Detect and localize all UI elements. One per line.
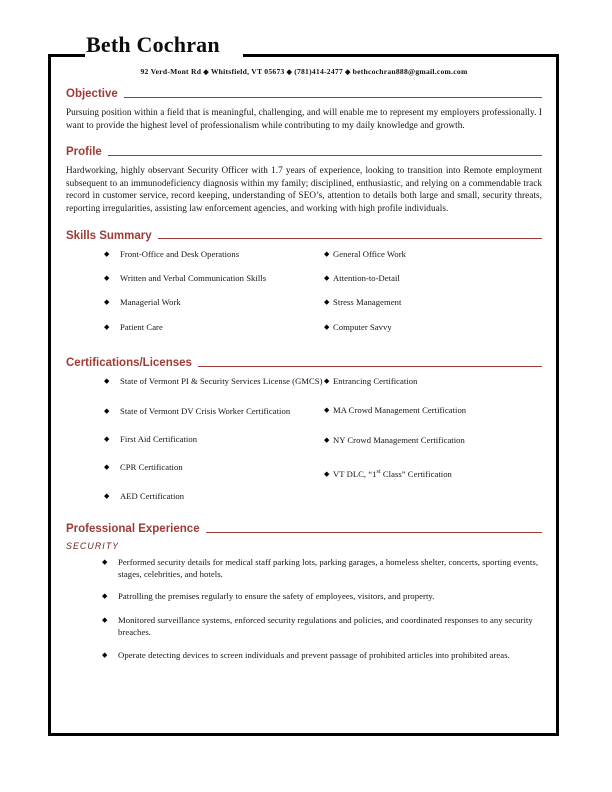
diamond-bullet-icon: ◆ [104,273,110,282]
list-item [104,406,324,417]
list-item-label: State of Vermont PI & Security Services License (GMCS) [120,376,323,387]
certifications-column-right [324,376,542,516]
diamond-bullet-icon: ◆ [104,377,110,386]
diamond-bullet-icon: ◆ [104,406,110,415]
diamond-bullet-icon: ◆ [324,377,330,386]
list-item [324,376,542,387]
diamond-bullet-icon: ◆ [324,405,330,414]
diamond-bullet-icon: ◆ [102,592,108,601]
diamond-bullet-icon: ◆ [104,435,110,443]
list-item-label: Managerial Work [120,297,181,308]
list-item [104,462,324,473]
diamond-bullet-icon: ◆ [324,249,330,258]
contact-phone: (781)414-2477 [294,67,343,76]
list-item-label: VT DLC, “1st Class” Certification [333,469,452,480]
section-title: Profile [66,146,102,159]
page-border-left [48,54,51,736]
list-item-label: CPR Certification [120,462,183,473]
section-profile [66,145,542,214]
section-rule [124,97,542,98]
list-item [104,297,324,308]
section-rule [158,238,542,239]
page-border-bottom [48,733,559,736]
list-item [102,557,542,580]
list-item [102,591,542,603]
list-item [324,405,542,416]
list-item-label: Patient Care [120,321,163,332]
skills-column-left [66,249,324,347]
diamond-bullet-icon: ◆ [324,436,330,444]
list-item [324,322,542,333]
list-item-label: Monitored surveillance systems, enforced security regulations and policies, and coordinated responses to any security breaches. [118,615,533,637]
list-item-label: Stress Management [333,297,402,308]
list-item [324,249,542,260]
list-item [104,434,324,445]
candidate-name: Beth Cochran [86,32,220,57]
section-title: Certifications/Licenses [66,357,192,370]
contact-email: bethcochran888@gmail.com.com [352,67,468,76]
diamond-bullet-icon: ◆ [324,273,330,282]
list-item [104,376,324,387]
list-item-label: Computer Savvy [333,321,392,332]
certifications-column-left [66,376,324,516]
diamond-bullet-icon: ◆ [102,558,108,567]
contact-city-state-zip: Whitsfield, VT 05673 [210,67,285,76]
section-heading-objective [66,87,542,101]
list-item [324,469,542,480]
list-item-label: Front-Office and Desk Operations [120,248,240,259]
list-item-label: Patrolling the premises regularly to ensure the safety of employees, visitors, and property. [118,591,435,602]
list-item-label: Attention-to-Detail [333,272,400,283]
section-heading-certifications [66,356,542,370]
section-title: Skills Summary [66,229,152,242]
list-item [324,273,542,284]
contact-line [66,66,542,78]
list-item-label: AED Certification [120,490,185,501]
section-rule [198,366,542,367]
section-skills-summary [66,229,542,347]
list-item [104,273,324,284]
list-item-label: State of Vermont DV Crisis Worker Certification [120,405,291,416]
page-border-top-left [48,54,85,57]
list-item [324,297,542,308]
diamond-bullet-icon: ◆ [104,491,110,500]
certifications-columns [66,376,542,516]
diamond-bullet-icon: ◆ [324,322,330,331]
section-rule [206,532,542,533]
diamond-bullet-icon: ◆ [104,298,110,307]
section-title: Objective [66,88,118,100]
list-item [324,435,542,446]
diamond-bullet-icon: ◆ [102,616,108,624]
list-item-label: Entrancing Certification [333,376,418,387]
diamond-bullet-icon: ◆ [104,249,110,258]
diamond-bullet-icon: ◆ [102,651,108,660]
section-rule [108,155,542,156]
list-item [104,249,324,260]
list-item-label: NY Crowd Management Certification [333,435,465,445]
diamond-bullet-icon: ◆ [104,322,110,331]
diamond-separator-icon: ◆ [345,68,351,76]
skills-columns [66,249,542,347]
section-heading-experience [66,522,542,536]
section-heading-profile [66,145,542,159]
diamond-bullet-icon: ◆ [104,463,110,472]
list-item-label: Operate detecting devices to screen individuals and prevent passage of prohibited articles into prohibited areas. [118,650,510,661]
list-item-label: General Office Work [333,248,406,259]
contact-address: 92 Verd-Mont Rd [140,67,202,76]
section-heading-skills [66,229,542,243]
diamond-separator-icon: ◆ [286,68,293,76]
list-item-label: First Aid Certification [120,434,198,444]
profile-body: Hardworking, highly observant Security Officer with 1.7 years of experience, looking to transition into Remote employment subsequent to an immunodeficiency diagnosis within my family; disciplined, enthusiastic, and relying on a commendable track record in customer service, record keeping, understanding of SEO’s, attention to details both large and small, security threats, reporting irregularities, assisting law enforcement agencies, and working with high profile individuals. [66,165,542,213]
diamond-bullet-icon: ◆ [324,298,330,307]
list-item [104,322,324,333]
resume-content [66,66,542,673]
list-item [102,650,542,662]
job-title: SECURITY [66,541,120,552]
objective-body: Pursuing position within a field that is meaningful, challenging, and will enable me to represent my employers professionally. I want to provide the highest level of professionalism while contributing to my daily knowledge and growth. [66,107,542,130]
list-item-label: MA Crowd Management Certification [333,404,467,415]
section-certifications [66,356,542,516]
list-item [104,491,324,502]
section-title: Professional Experience [66,523,200,536]
list-item-label: Performed security details for medical staff parking lots, parking garages, a homeless shelter, concerts, sporting events, stages, celebrities, and hotels. [118,557,539,579]
section-objective [66,87,542,131]
diamond-separator-icon: ◆ [203,68,209,76]
section-professional-experience [66,522,542,662]
list-item-label: Written and Verbal Communication Skills [120,272,267,283]
skills-column-right [324,249,542,347]
experience-list [66,557,542,662]
page-border-top-right [243,54,559,57]
diamond-bullet-icon: ◆ [324,470,330,479]
page-border-right [556,54,559,736]
list-item [102,615,542,638]
